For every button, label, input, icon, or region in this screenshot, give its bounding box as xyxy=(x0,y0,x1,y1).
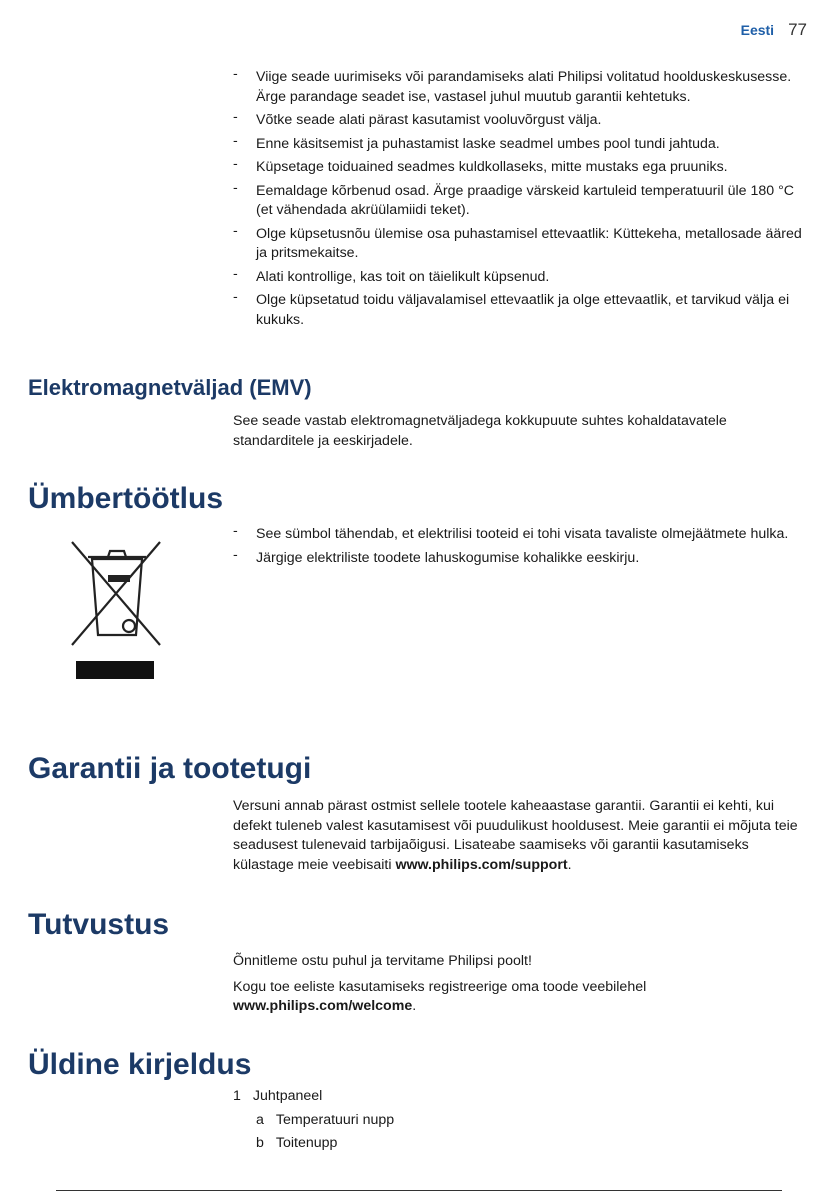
list-item: b Toitenupp xyxy=(256,1135,338,1151)
recycling-heading: Ümbertöötlus xyxy=(28,482,223,515)
list-item: a Temperatuuri nupp xyxy=(256,1111,395,1128)
list-item: - Alati kontrollige, kas toit on täielikult küpsenud. xyxy=(233,265,550,285)
general-description-heading: Üldine kirjeldus xyxy=(28,1048,252,1081)
page-header xyxy=(741,20,807,40)
parts-list xyxy=(233,1087,803,1154)
warranty-text-block xyxy=(233,797,803,881)
list-item: - Eemaldage kõrbenud osad. Ärge praadige värskeid kartuleid temperatuuril üle 180 °C (et vähendada akrüülamiidi teket). xyxy=(233,179,795,218)
list-item: 1 Juhtpaneel xyxy=(233,1088,323,1104)
list-item: - Olge küpsetusnõu ülemise osa puhastamisel ettevaatlik: Küttekeha, metallosade ääred ja pritsmekaitse. xyxy=(233,222,802,261)
page-number: 77 xyxy=(788,20,807,39)
list-item: - Küpsetage toiduained seadmes kuldkollaseks, mitte mustaks ega pruuniks. xyxy=(233,156,728,175)
list-item: - Olge küpsetatud toidu väljavalamisel ettevaatlik ja olge ettevaatlik, et tarvikud välja ei kukuks. xyxy=(233,289,790,328)
list-item: - Viige seade uurimiseks või parandamiseks alati Philipsi volitatud hoolduskeskusesse. Ärge parandage seadet ise, vastasel juhul muutub garantii kehtetuks. xyxy=(233,66,792,105)
warranty-paragraph: Versuni annab pärast ostmist sellele tootele kaheaastase garantii. Garantii ei kehti, kui defekt tuleneb valest kasutamisest või puudulikust hooldusest. Meie garantii ei mõjuta teie seadusest tulenevaid tarbijaõigusi. Lisateabe saamiseks või garantii kasutamiseks külastage meie veebisaiti www.philips.com/support. xyxy=(233,798,798,873)
general-list-block xyxy=(233,1087,803,1158)
safety-list-block xyxy=(233,68,803,334)
intro-text-block xyxy=(233,952,803,1023)
safety-list xyxy=(233,68,803,330)
welcome-link[interactable]: www.philips.com/welcome xyxy=(233,998,413,1014)
intro-heading: Tutvustus xyxy=(28,908,170,941)
list-item: - Võtke seade alati pärast kasutamist vooluvõrgust välja. xyxy=(233,109,602,128)
list-item: - See sümbol tähendab, et elektrilisi tooteid ei tohi visata tavaliste olmejäätmete hulka. xyxy=(233,523,789,542)
emv-text-block xyxy=(233,412,803,457)
support-link[interactable]: www.philips.com/support xyxy=(395,856,568,873)
language-label: Eesti xyxy=(740,22,775,38)
emv-paragraph: See seade vastab elektromagnetväljadega kokkupuute suhtes kohaldatavatele standarditele ja eeskirjadele. xyxy=(233,413,727,449)
list-item: - Järgige elektriliste toodete lahuskogumise kohalikke eeskirju. xyxy=(233,546,640,566)
recycling-list xyxy=(233,525,803,568)
recycling-list-block xyxy=(233,525,803,572)
weee-crossed-bin-icon xyxy=(62,537,172,682)
warranty-heading: Garantii ja tootetugi xyxy=(28,752,312,785)
intro-register: Kogu toe eeliste kasutamiseks registreerige oma toode veebilehel www.philips.com/welcome. xyxy=(233,978,647,1014)
list-item: - Enne käsitsemist ja puhastamist laske seadmel umbes pool tundi jahtuda. xyxy=(233,132,720,152)
emv-heading: Elektromagnetväljad (EMV) xyxy=(28,375,312,400)
intro-greeting: Õnnitleme ostu puhul ja tervitame Philipsi poolt! xyxy=(233,953,532,969)
